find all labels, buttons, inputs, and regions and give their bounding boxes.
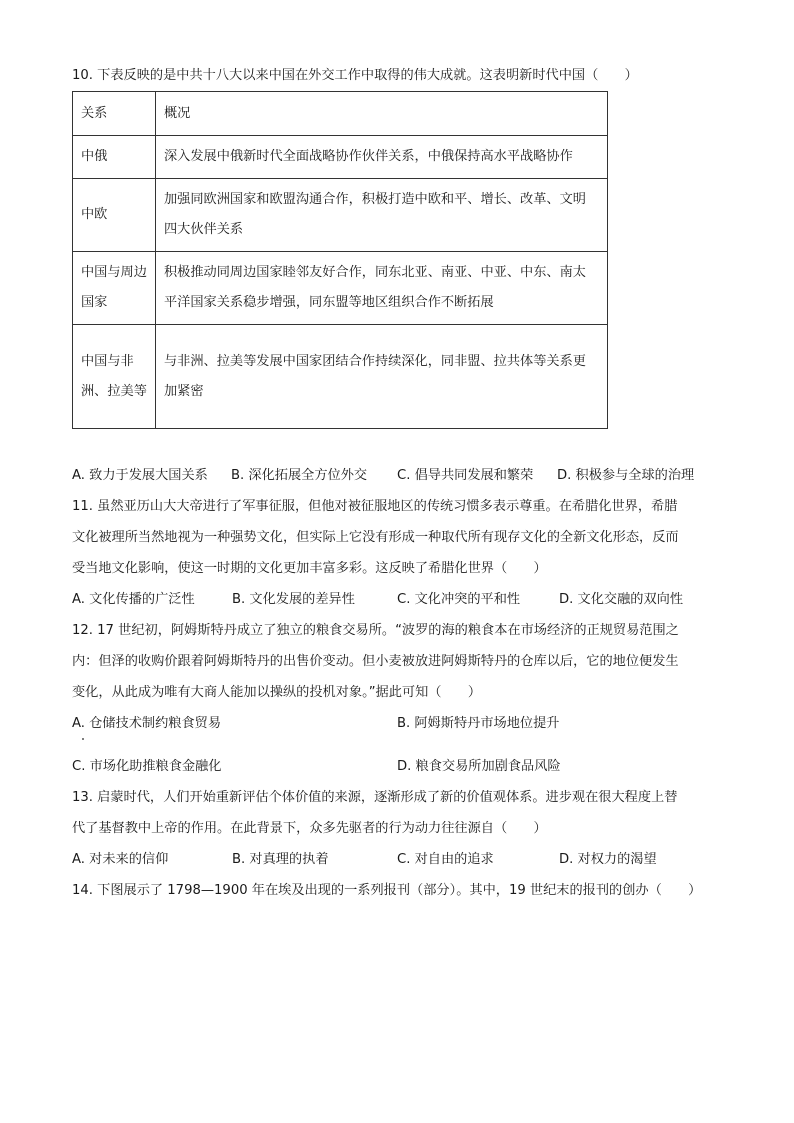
table-row: [73, 136, 608, 179]
option-a: A. 仓储技术制约粮食贸易: [72, 716, 222, 731]
option-d: D. 粮食交易所加剧食品风险: [397, 759, 561, 774]
option-d: D. 文化交融的双向性: [559, 592, 684, 607]
option-d: D. 积极参与全球的治理: [557, 468, 695, 483]
q11-stem-line: 11. 虽然亚历山大大帝进行了军事征服，但他对被征服地区的传统习惯多表示尊重。在希腊化世界，希腊: [72, 499, 678, 514]
option-c: C. 对自由的追求: [397, 852, 494, 867]
table-header-row: [73, 92, 608, 136]
table-cell: 中国与周边国家: [73, 252, 156, 325]
option-c: C. 市场化助推粮食金融化: [72, 759, 222, 774]
option-d: D. 对权力的渴望: [559, 852, 657, 867]
option-b: B. 对真理的执着: [232, 852, 329, 867]
table-cell: 中欧: [73, 179, 156, 252]
stray-dot: [82, 738, 84, 740]
q14-stem: 14. 下图展示了 1798—1900 年在埃及出现的一系列报刊（部分）。其中，19 世纪末的报刊的创办（ ）: [72, 883, 702, 898]
table-row: [73, 179, 608, 252]
option-a: A. 致力于发展大国关系: [72, 468, 208, 483]
q13-stem-line: 代了基督教中上帝的作用。在此背景下，众多先驱者的行为动力往往源自（ ）: [72, 821, 547, 836]
table-cell: 中国与非洲、拉美等: [73, 325, 156, 429]
option-b: B. 阿姆斯特丹市场地位提升: [397, 716, 560, 731]
q12-stem-line: 12. 17 世纪初，阿姆斯特丹成立了独立的粮食交易所。“波罗的海的粮食本在市场经济的正规贸易范围之: [72, 623, 679, 638]
option-c: C. 文化冲突的平和性: [397, 592, 521, 607]
q11-stem-line: 受当地文化影响，使这一时期的文化更加丰富多彩。这反映了希腊化世界（ ）: [72, 561, 547, 576]
option-b: B. 深化拓展全方位外交: [231, 468, 368, 483]
q13-stem-line: 13. 启蒙时代，人们开始重新评估个体价值的来源，逐渐形成了新的价值观体系。进步观在很大程度上替: [72, 790, 678, 805]
q12-stem-line: 内：但泽的收购价跟着阿姆斯特丹的出售价变动。但小麦被放进阿姆斯特丹的仓库以后，它的地位便发生: [72, 654, 679, 669]
option-b: B. 文化发展的差异性: [232, 592, 355, 607]
table-cell: 与非洲、拉美等发展中国家团结合作持续深化，同非盟、拉共体等关系更加紧密: [156, 325, 608, 429]
table-cell: 深入发展中俄新时代全面战略协作伙伴关系，中俄保持高水平战略协作: [156, 136, 608, 179]
table-cell: 加强同欧洲国家和欧盟沟通合作，积极打造中欧和平、增长、改革、文明四大伙伴关系: [156, 179, 608, 252]
option-c: C. 倡导共同发展和繁荣: [397, 468, 534, 483]
table-header-cell: 关系: [73, 92, 156, 136]
table-row: [73, 252, 608, 325]
q12-stem-line: 变化，从此成为唯有大商人能加以操纵的投机对象。”据此可知（ ）: [72, 685, 482, 700]
table-row: [73, 325, 608, 429]
option-a: A. 文化传播的广泛性: [72, 592, 195, 607]
q10-stem: 10. 下表反映的是中共十八大以来中国在外交工作中取得的伟大成就。这表明新时代中国（ ）: [72, 68, 638, 83]
option-a: A. 对未来的信仰: [72, 852, 169, 867]
q10-table: [72, 91, 608, 429]
q11-stem-line: 文化被理所当然地视为一种强势文化，但实际上它没有形成一种取代所有现存文化的全新文化形态，反而: [72, 530, 679, 545]
table-cell: 中俄: [73, 136, 156, 179]
table-cell: 积极推动同周边国家睦邻友好合作，同东北亚、南亚、中亚、中东、南太平洋国家关系稳步增强，同东盟等地区组织合作不断拓展: [156, 252, 608, 325]
table-header-cell: 概况: [156, 92, 608, 136]
